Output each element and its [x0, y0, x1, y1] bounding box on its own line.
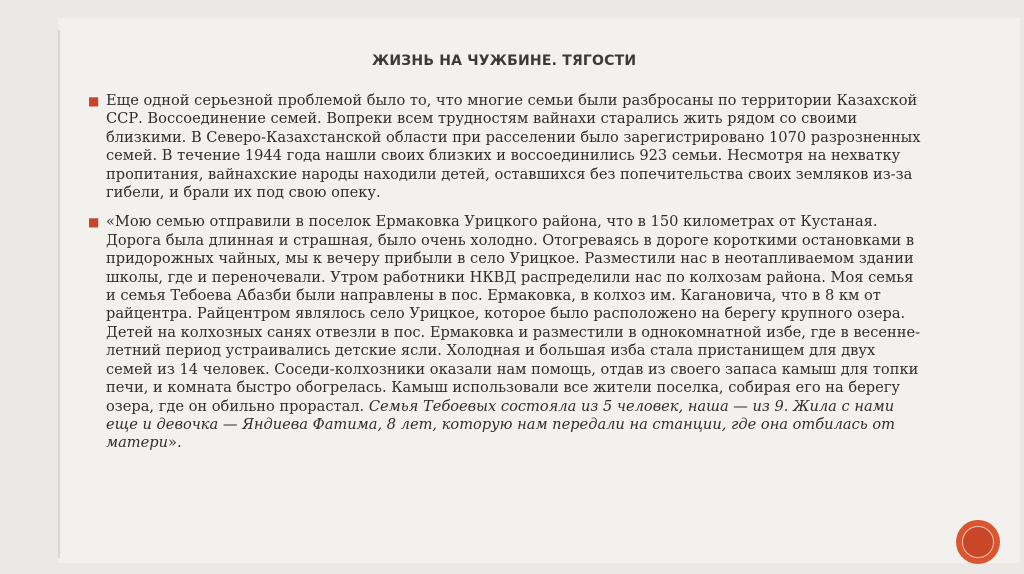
square-bullet-icon: ■ [88, 94, 100, 108]
slide-title: ЖИЗНЬ НА ЧУЖБИНЕ. ТЯГОСТИ [372, 53, 637, 69]
slide-left-divider [58, 30, 60, 558]
bullet-list [84, 92, 924, 464]
bullet-text: «Мою семью отправили в поселок Ермаковка Урицкого района, что в 150 километрах от Кустаная. Дорога была длинная и страшная, было очень холодно. Отогреваясь в дороге короткими остановками в придорожных чайных, мы к вечеру прибыли в село Урицкое. Разместили нас в неотапливаемом здании школы, где и переночевали. Утром работники НКВД распределили нас по колхозам района. Моя семья и семья Тебоева Абазби были направлены в пос. Ермаковка, в колхоз им. Кагановича, что в 8 км от райцентра. Райцентром являлось село Урицкое, которое было расположено на берегу крупного озера. Детей на колхозных санях отвезли в пос. Ермаковка и разместили в однокомнатной избе, где в весенне-летний период устраивались детские ясли. Холодная и большая изба стала пристанищем для двух семей из 14 человек. Соседи-колхозники оказали нам помощь, отдав из своего запаса камыш для топки печи, и комната быстро обогрелась. Камыш использовали все жители поселка, собирая его на берегу озера, где он обильно прорастал. [106, 213, 921, 415]
bullet-closing-text: ». [168, 434, 182, 452]
bullet-item-2 [84, 213, 924, 452]
slide-number-badge-inner [962, 526, 994, 558]
square-bullet-icon: ■ [88, 215, 100, 230]
bullet-item-1 [84, 92, 924, 202]
slide-number-badge-icon [958, 522, 998, 562]
bullet-text: Еще одной серьезной проблемой было то, что многие семьи были разбросаны по территории Казахской ССР. Воссоединение семей. Вопреки всем трудностям вайнахи старались жить рядом со своими близкими. В Северо-Казахстанской области при расселении было зарегистрировано 1070 разрозненных семей. В течение 1944 года нашли своих близких и воссоединились 923 семьи. Несмотря на нехватку пропитания, вайнахские народы находили детей, оставшихся без попечительства своих земляков из-за гибели, и брали их под свою опеку. [106, 92, 921, 202]
bullet-italic-quote: Семья Тебоевых состояла из 5 человек, наша — из 9. Жила с нами еще и девочка — Яндиева Фатима, 8 лет, которую нам передали на станции, где она отбилась от матери [106, 397, 895, 452]
